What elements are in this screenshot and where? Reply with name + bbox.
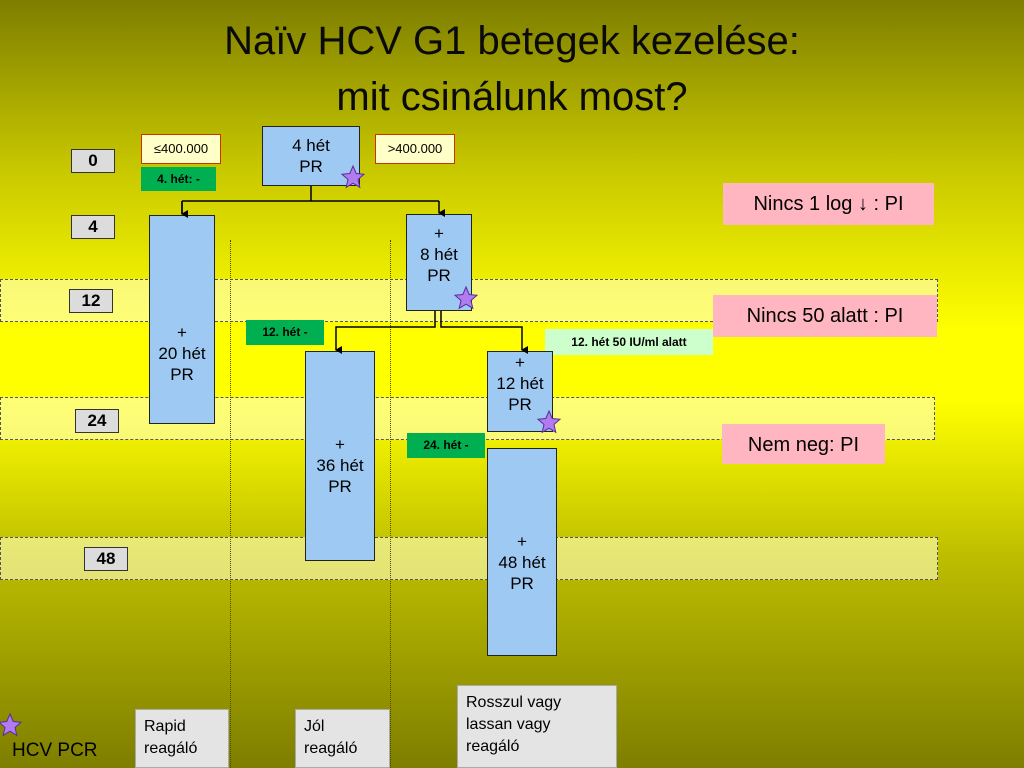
box-48-line1: + (517, 532, 527, 551)
threshold-low: ≤400.000 (141, 134, 221, 164)
box-48-line3: PR (510, 574, 534, 593)
group-good-line2: reagáló (304, 740, 358, 757)
title-line-1: Naïv HCV G1 betegek kezelése: (224, 19, 800, 63)
box-20-line1: + (177, 323, 187, 342)
legend-label: HCV PCR (12, 740, 98, 761)
box-4-weeks-line1: 4 hét (292, 136, 330, 155)
band-week-48 (0, 537, 938, 580)
box-12-weeks-pr (487, 351, 553, 432)
box-36-line1: + (335, 435, 345, 454)
group-rapid-line1: Rapid (144, 718, 186, 735)
box-12-line2: 12 hét (496, 374, 544, 393)
box-12-line1: + (515, 353, 525, 372)
box-8-line1: + (434, 224, 444, 243)
column-separator-2 (390, 240, 391, 768)
box-48-weeks-pr (487, 448, 557, 656)
week-marker-48: 48 (84, 547, 128, 571)
group-rapid-responder (135, 709, 229, 768)
box-8-line2: 8 hét (420, 245, 458, 264)
group-good-responder (295, 709, 390, 768)
box-48-line2: 48 hét (498, 553, 546, 572)
title-line-2: mit csinálunk most? (336, 75, 688, 119)
week-marker-24: 24 (75, 409, 119, 433)
box-4-weeks-line2: PR (299, 157, 323, 176)
box-36-weeks-pr (305, 351, 375, 561)
star-icon-legend (0, 714, 21, 735)
check-week-12-below-50: 12. hét 50 IU/ml alatt (545, 329, 713, 355)
box-8-weeks-pr (406, 214, 472, 311)
box-4-weeks-pr (262, 126, 360, 186)
box-20-weeks-pr (149, 215, 215, 424)
week-marker-4: 4 (71, 215, 115, 239)
box-12-line3: PR (508, 395, 532, 414)
group-rapid-line2: reagáló (144, 740, 198, 757)
group-slow-line2: lassan vagy (466, 716, 551, 733)
stop-rule-no-1-log-drop: Nincs 1 log ↓ : PI (723, 183, 934, 225)
week-marker-0: 0 (71, 149, 115, 173)
check-week-12-negative: 12. hét - (246, 320, 324, 345)
box-20-line3: PR (170, 365, 194, 384)
group-slow-responder (457, 685, 617, 768)
box-36-line3: PR (328, 477, 352, 496)
group-slow-line1: Rosszul vagy (466, 694, 562, 711)
stop-rule-not-below-50: Nincs 50 alatt : PI (713, 295, 937, 337)
box-20-line2: 20 hét (158, 344, 206, 363)
check-week-24-negative: 24. hét - (407, 433, 485, 458)
threshold-high: >400.000 (375, 134, 455, 164)
column-separator-1 (230, 240, 231, 768)
stop-rule-not-negative: Nem neg: PI (722, 424, 885, 464)
box-36-line2: 36 hét (316, 456, 364, 475)
week-marker-12: 12 (69, 289, 113, 313)
check-week-4-negative: 4. hét: - (141, 167, 216, 191)
group-slow-line3: reagáló (466, 738, 520, 755)
group-good-line1: Jól (304, 718, 325, 735)
connector-top-split (182, 186, 439, 214)
box-8-line3: PR (427, 266, 451, 285)
